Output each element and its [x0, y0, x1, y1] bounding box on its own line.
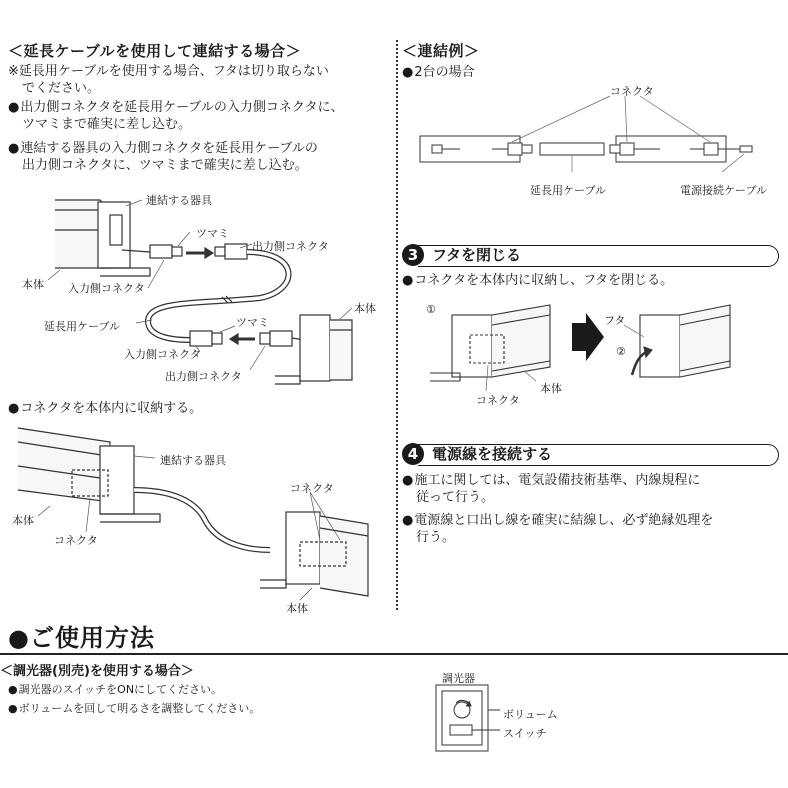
fig1-knob-label: ツマミ [196, 227, 229, 240]
step3-circle2: ② [616, 345, 626, 358]
step4-text1-line1: ● 施工に関しては、電気設備技術基準、内線規程に [402, 472, 700, 489]
fig1-extension-cable-label: 延長用ケーブル [44, 320, 121, 333]
step1-line-2: ツマミまで確実に差し込む。 [22, 117, 192, 132]
connection-diagram-2 [0, 420, 396, 610]
usage-title: ●ご使用方法 [8, 624, 155, 652]
example-power-cable-label: 電源接続ケーブル [680, 184, 768, 197]
fig1-linked-fixture-label: 連結する器具 [146, 194, 212, 207]
step3-title: フタを閉じる [432, 246, 521, 264]
fig2-connector-left-label: コネクタ [54, 534, 98, 547]
section-title-extension: ＜延長ケーブルを使用して連結する場合＞ [8, 42, 302, 60]
volume-label: ボリューム [503, 708, 558, 721]
fig2-body-left-label: 本体 [12, 514, 34, 527]
example-case: ● 2台の場合 [402, 64, 475, 81]
fig1-body-right-label: 本体 [354, 302, 376, 315]
step4-text2-line1: ● 電源線と口出し線を確実に結線し、必ず絶縁処理を [402, 512, 713, 529]
fig1-output-connector-bottom-label: 出力側コネクタ [165, 370, 242, 383]
example-title: ＜連結例＞ [402, 42, 480, 60]
store-connector-text: ● コネクタを本体内に収納する。 [8, 400, 202, 417]
switch-label: スイッチ [503, 727, 547, 740]
fig2-body-bottom-label: 本体 [286, 602, 308, 615]
usage-line-2: ● ボリュームを回して明るさを調整してください。 [8, 700, 260, 716]
close-lid-diagram [400, 295, 780, 405]
step4-text2-line2: 行う。 [416, 530, 456, 545]
step4-header [402, 443, 778, 467]
fig1-body-left-label: 本体 [22, 278, 44, 291]
step3-body-label: 本体 [540, 382, 562, 395]
example-extension-cable-label: 延長用ケーブル [530, 184, 607, 197]
step4-title: 電源線を接続する [432, 445, 553, 463]
step3-connector-label: コネクタ [476, 394, 520, 407]
fig1-input-connector-bottom-label: 入力側コネクタ [124, 348, 201, 361]
example-connector-label: コネクタ [610, 85, 654, 98]
fig1-input-connector-label: 入力側コネクタ [68, 282, 145, 295]
connection-example-diagram [400, 80, 780, 190]
fig2-connector-right-label: コネクタ [290, 482, 334, 495]
usage-line-1: ● 調光器のスイッチをONにしてください。 [8, 681, 222, 697]
step3-text: ● コネクタを本体内に収納し、フタを閉じる。 [402, 272, 673, 289]
connection-diagram-1 [0, 180, 396, 395]
dimmer-label: 調光器 [442, 672, 475, 685]
step3-lid-label: フタ [604, 314, 626, 327]
note-line-1: ※延長用ケーブルを使用する場合、フタは切り取らない [8, 64, 329, 79]
fig1-output-connector-label: 出力側コネクタ [252, 240, 329, 253]
column-divider [396, 40, 398, 610]
step4-text1-line2: 従って行う。 [416, 490, 495, 505]
fig1-knob-bottom-label: ツマミ [236, 316, 269, 329]
step2-line-2: 出力側コネクタに、ツマミまで確実に差し込む。 [22, 158, 308, 173]
fig2-linked-fixture-label: 連結する器具 [160, 454, 226, 467]
step3-number: 3 [402, 244, 424, 266]
step3-header [402, 244, 778, 268]
dimmer-title: ＜調光器(別売)を使用する場合＞ [0, 664, 194, 679]
usage-divider [0, 653, 788, 655]
step2-line-1: ● 連結する器具の入力側コネクタを延長用ケーブルの [8, 140, 318, 157]
step3-circle1: ① [426, 303, 436, 316]
note-line-2: でください。 [22, 81, 101, 96]
step4-number: 4 [402, 443, 424, 465]
step1-line-1: ● 出力側コネクタを延長用ケーブルの入力側コネクタに、 [8, 99, 344, 116]
